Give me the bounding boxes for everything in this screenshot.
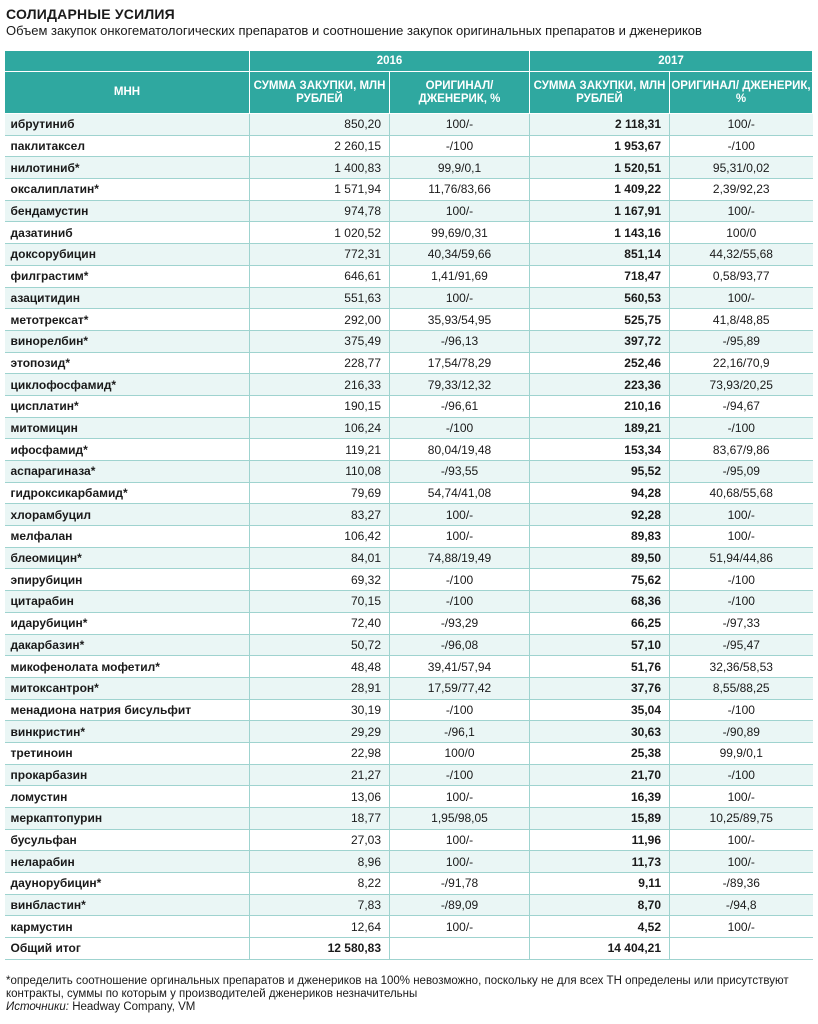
table-row <box>5 179 813 201</box>
table-row <box>5 764 813 786</box>
year-2017-header: 2017 <box>530 51 813 72</box>
table-row <box>5 287 813 309</box>
table-row <box>5 808 813 830</box>
cell-ratio-2016: 80,04/19,48 <box>390 439 530 461</box>
cell-ratio-2016: 100/- <box>390 851 530 873</box>
cell-sum-2016: 30,19 <box>250 699 390 721</box>
cell-ratio-2017: 95,31/0,02 <box>670 157 813 179</box>
cell-ratio-2017: -/100 <box>670 764 813 786</box>
cell-ratio-2017: 8,55/88,25 <box>670 677 813 699</box>
cell-ratio-2016: 100/- <box>390 916 530 938</box>
cell-mnn: аспарагиназа* <box>5 461 250 483</box>
table-row <box>5 200 813 222</box>
cell-ratio-2017: 0,58/93,77 <box>670 265 813 287</box>
cell-sum-2017: 51,76 <box>530 656 670 678</box>
cell-sum-2016: 22,98 <box>250 742 390 764</box>
table-row <box>5 721 813 743</box>
cell-mnn: ломустин <box>5 786 250 808</box>
cell-mnn: меркаптопурин <box>5 808 250 830</box>
cell-ratio-2016: -/96,08 <box>390 634 530 656</box>
cell-sum-2017: 2 118,31 <box>530 114 670 136</box>
cell-sum-2016: 850,20 <box>250 114 390 136</box>
table-row <box>5 461 813 483</box>
total-cell-ratio-2017 <box>670 938 813 960</box>
col-mnn-header: МНН <box>5 72 250 114</box>
page-title: СОЛИДАРНЫЕ УСИЛИЯ <box>6 6 175 22</box>
page-subtitle: Объем закупок онкогематологических препаратов и соотношение закупок оригинальных препаратов и дженериков <box>6 23 702 38</box>
cell-sum-2016: 106,42 <box>250 526 390 548</box>
table-row <box>5 114 813 136</box>
table-body <box>5 114 813 960</box>
cell-sum-2016: 69,32 <box>250 569 390 591</box>
cell-ratio-2016: 100/0 <box>390 742 530 764</box>
cell-sum-2016: 1 400,83 <box>250 157 390 179</box>
cell-ratio-2017: 99,9/0,1 <box>670 742 813 764</box>
cell-ratio-2016: -/100 <box>390 135 530 157</box>
table-row <box>5 417 813 439</box>
cell-ratio-2017: -/95,47 <box>670 634 813 656</box>
cell-ratio-2017: 100/- <box>670 851 813 873</box>
cell-ratio-2017: -/100 <box>670 569 813 591</box>
cell-mnn: азацитидин <box>5 287 250 309</box>
cell-sum-2016: 79,69 <box>250 482 390 504</box>
table-row <box>5 526 813 548</box>
cell-sum-2016: 646,61 <box>250 265 390 287</box>
table-row <box>5 851 813 873</box>
cell-sum-2017: 153,34 <box>530 439 670 461</box>
cell-sum-2017: 560,53 <box>530 287 670 309</box>
table-row <box>5 873 813 895</box>
cell-ratio-2017: 100/- <box>670 526 813 548</box>
cell-sum-2017: 89,50 <box>530 547 670 569</box>
cell-mnn: хлорамбуцил <box>5 504 250 526</box>
cell-ratio-2017: 100/- <box>670 504 813 526</box>
cell-ratio-2016: 17,54/78,29 <box>390 352 530 374</box>
total-cell-sum-2016: 12 580,83 <box>250 938 390 960</box>
cell-ratio-2017: -/95,09 <box>670 461 813 483</box>
cell-sum-2016: 110,08 <box>250 461 390 483</box>
cell-ratio-2017: 32,36/58,53 <box>670 656 813 678</box>
cell-mnn: неларабин <box>5 851 250 873</box>
cell-mnn: метотрексат* <box>5 309 250 331</box>
cell-ratio-2017: -/90,89 <box>670 721 813 743</box>
cell-mnn: бендамустин <box>5 200 250 222</box>
table-row <box>5 309 813 331</box>
cell-sum-2017: 94,28 <box>530 482 670 504</box>
table-row <box>5 330 813 352</box>
cell-sum-2016: 72,40 <box>250 612 390 634</box>
table-row <box>5 656 813 678</box>
cell-ratio-2016: -/96,13 <box>390 330 530 352</box>
source-line <box>6 1001 195 1013</box>
cell-sum-2016: 83,27 <box>250 504 390 526</box>
cell-mnn: циклофосфамид* <box>5 374 250 396</box>
cell-ratio-2017: -/95,89 <box>670 330 813 352</box>
cell-sum-2016: 8,22 <box>250 873 390 895</box>
cell-sum-2016: 8,96 <box>250 851 390 873</box>
total-cell-mnn: Общий итог <box>5 938 250 960</box>
cell-mnn: паклитаксел <box>5 135 250 157</box>
cell-sum-2016: 28,91 <box>250 677 390 699</box>
procurement-table <box>4 50 813 960</box>
cell-sum-2016: 50,72 <box>250 634 390 656</box>
cell-sum-2016: 12,64 <box>250 916 390 938</box>
cell-ratio-2017: -/100 <box>670 591 813 613</box>
cell-sum-2017: 57,10 <box>530 634 670 656</box>
cell-mnn: винбластин* <box>5 894 250 916</box>
cell-sum-2017: 397,72 <box>530 330 670 352</box>
cell-ratio-2016: 39,41/57,94 <box>390 656 530 678</box>
cell-ratio-2016: 79,33/12,32 <box>390 374 530 396</box>
cell-sum-2016: 21,27 <box>250 764 390 786</box>
cell-ratio-2017: -/100 <box>670 699 813 721</box>
header-blank <box>5 51 250 72</box>
cell-ratio-2017: -/94,67 <box>670 395 813 417</box>
cell-sum-2017: 4,52 <box>530 916 670 938</box>
cell-mnn: этопозид* <box>5 352 250 374</box>
table-row <box>5 265 813 287</box>
table-row <box>5 699 813 721</box>
cell-sum-2017: 1 167,91 <box>530 200 670 222</box>
cell-ratio-2016: 100/- <box>390 504 530 526</box>
col-sum-2016-header: СУММА ЗАКУПКИ, МЛН РУБЛЕЙ <box>250 72 390 114</box>
table-row <box>5 894 813 916</box>
cell-mnn: винорелбин* <box>5 330 250 352</box>
cell-sum-2017: 1 520,51 <box>530 157 670 179</box>
cell-sum-2017: 8,70 <box>530 894 670 916</box>
cell-sum-2016: 13,06 <box>250 786 390 808</box>
cell-ratio-2017: 100/- <box>670 786 813 808</box>
cell-ratio-2017: 100/- <box>670 287 813 309</box>
cell-ratio-2016: -/96,1 <box>390 721 530 743</box>
cell-ratio-2016: 1,41/91,69 <box>390 265 530 287</box>
cell-ratio-2016: -/89,09 <box>390 894 530 916</box>
table-row <box>5 135 813 157</box>
cell-sum-2016: 2 260,15 <box>250 135 390 157</box>
cell-mnn: доксорубицин <box>5 244 250 266</box>
cell-sum-2017: 851,14 <box>530 244 670 266</box>
cell-sum-2016: 228,77 <box>250 352 390 374</box>
cell-sum-2017: 25,38 <box>530 742 670 764</box>
cell-mnn: блеомицин* <box>5 547 250 569</box>
cell-ratio-2016: -/91,78 <box>390 873 530 895</box>
cell-ratio-2017: 73,93/20,25 <box>670 374 813 396</box>
table-row <box>5 634 813 656</box>
cell-sum-2017: 11,96 <box>530 829 670 851</box>
cell-sum-2017: 35,04 <box>530 699 670 721</box>
cell-ratio-2017: 41,8/48,85 <box>670 309 813 331</box>
cell-mnn: оксалиплатин* <box>5 179 250 201</box>
cell-ratio-2016: -/93,29 <box>390 612 530 634</box>
cell-mnn: бусульфан <box>5 829 250 851</box>
cell-sum-2017: 1 143,16 <box>530 222 670 244</box>
cell-ratio-2017: 100/0 <box>670 222 813 244</box>
cell-ratio-2017: -/94,8 <box>670 894 813 916</box>
cell-ratio-2016: -/93,55 <box>390 461 530 483</box>
total-row <box>5 938 813 960</box>
cell-ratio-2016: -/100 <box>390 591 530 613</box>
cell-mnn: нилотиниб* <box>5 157 250 179</box>
cell-sum-2017: 75,62 <box>530 569 670 591</box>
cell-mnn: третиноин <box>5 742 250 764</box>
cell-sum-2017: 37,76 <box>530 677 670 699</box>
cell-ratio-2016: 100/- <box>390 200 530 222</box>
cell-mnn: ибрутиниб <box>5 114 250 136</box>
col-ratio-2017-header: ОРИГИНАЛ/ ДЖЕНЕРИК, % <box>670 72 813 114</box>
cell-ratio-2016: 100/- <box>390 526 530 548</box>
cell-ratio-2017: 22,16/70,9 <box>670 352 813 374</box>
cell-mnn: ифосфамид* <box>5 439 250 461</box>
cell-mnn: цисплатин* <box>5 395 250 417</box>
cell-mnn: кармустин <box>5 916 250 938</box>
cell-ratio-2016: 17,59/77,42 <box>390 677 530 699</box>
cell-ratio-2016: 100/- <box>390 829 530 851</box>
cell-sum-2016: 1 020,52 <box>250 222 390 244</box>
table-row <box>5 742 813 764</box>
cell-ratio-2016: -/100 <box>390 569 530 591</box>
source-label: Источники: <box>6 1001 70 1013</box>
table-row <box>5 569 813 591</box>
cell-sum-2016: 7,83 <box>250 894 390 916</box>
total-cell-sum-2017: 14 404,21 <box>530 938 670 960</box>
cell-mnn: прокарбазин <box>5 764 250 786</box>
cell-mnn: гидроксикарбамид* <box>5 482 250 504</box>
cell-ratio-2017: 10,25/89,75 <box>670 808 813 830</box>
cell-sum-2016: 106,24 <box>250 417 390 439</box>
cell-sum-2017: 16,39 <box>530 786 670 808</box>
cell-ratio-2016: 11,76/83,66 <box>390 179 530 201</box>
table-row <box>5 591 813 613</box>
cell-sum-2017: 1 953,67 <box>530 135 670 157</box>
cell-sum-2016: 974,78 <box>250 200 390 222</box>
cell-ratio-2016: -/100 <box>390 764 530 786</box>
cell-sum-2017: 66,25 <box>530 612 670 634</box>
cell-ratio-2016: 100/- <box>390 287 530 309</box>
table-row <box>5 352 813 374</box>
cell-sum-2017: 1 409,22 <box>530 179 670 201</box>
table-row <box>5 916 813 938</box>
cell-ratio-2017: 2,39/92,23 <box>670 179 813 201</box>
cell-sum-2016: 29,29 <box>250 721 390 743</box>
cell-ratio-2017: 100/- <box>670 829 813 851</box>
cell-ratio-2017: 40,68/55,68 <box>670 482 813 504</box>
cell-mnn: винкристин* <box>5 721 250 743</box>
cell-sum-2017: 92,28 <box>530 504 670 526</box>
cell-sum-2016: 84,01 <box>250 547 390 569</box>
cell-mnn: митомицин <box>5 417 250 439</box>
cell-mnn: филграстим* <box>5 265 250 287</box>
table-row <box>5 157 813 179</box>
table-row <box>5 677 813 699</box>
table-row <box>5 547 813 569</box>
cell-sum-2017: 718,47 <box>530 265 670 287</box>
cell-sum-2017: 68,36 <box>530 591 670 613</box>
cell-ratio-2017: -/89,36 <box>670 873 813 895</box>
table-row <box>5 504 813 526</box>
cell-ratio-2017: -/100 <box>670 417 813 439</box>
cell-ratio-2016: 40,34/59,66 <box>390 244 530 266</box>
cell-ratio-2017: 100/- <box>670 916 813 938</box>
cell-ratio-2016: -/100 <box>390 417 530 439</box>
cell-ratio-2016: -/96,61 <box>390 395 530 417</box>
cell-mnn: даунорубицин* <box>5 873 250 895</box>
cell-sum-2017: 21,70 <box>530 764 670 786</box>
cell-ratio-2016: 100/- <box>390 786 530 808</box>
cell-sum-2016: 772,31 <box>250 244 390 266</box>
footnote: *определить соотношение оргинальных препаратов и дженериков на 100% невозможно, поскольку не для всех ТН определены или присутствуют контракты, суммы по которым у производителей дженериков незначительны <box>6 975 789 1000</box>
cell-sum-2017: 252,46 <box>530 352 670 374</box>
cell-ratio-2016: 99,69/0,31 <box>390 222 530 244</box>
cell-ratio-2016: 54,74/41,08 <box>390 482 530 504</box>
cell-sum-2016: 216,33 <box>250 374 390 396</box>
cell-sum-2016: 551,63 <box>250 287 390 309</box>
cell-sum-2016: 70,15 <box>250 591 390 613</box>
cell-sum-2017: 210,16 <box>530 395 670 417</box>
cell-ratio-2017: 51,94/44,86 <box>670 547 813 569</box>
cell-sum-2017: 525,75 <box>530 309 670 331</box>
cell-ratio-2017: 100/- <box>670 114 813 136</box>
cell-sum-2017: 15,89 <box>530 808 670 830</box>
table-row <box>5 786 813 808</box>
cell-ratio-2016: 1,95/98,05 <box>390 808 530 830</box>
cell-ratio-2016: -/100 <box>390 699 530 721</box>
total-cell-ratio-2016 <box>390 938 530 960</box>
cell-mnn: митоксантрон* <box>5 677 250 699</box>
cell-mnn: микофенолата мофетил* <box>5 656 250 678</box>
cell-mnn: идарубицин* <box>5 612 250 634</box>
cell-ratio-2017: 44,32/55,68 <box>670 244 813 266</box>
cell-ratio-2017: 100/- <box>670 200 813 222</box>
cell-ratio-2017: -/100 <box>670 135 813 157</box>
cell-sum-2016: 375,49 <box>250 330 390 352</box>
cell-sum-2017: 223,36 <box>530 374 670 396</box>
col-sum-2017-header: СУММА ЗАКУПКИ, МЛН РУБЛЕЙ <box>530 72 670 114</box>
table-row <box>5 244 813 266</box>
table-row <box>5 395 813 417</box>
table-row <box>5 222 813 244</box>
cell-sum-2017: 9,11 <box>530 873 670 895</box>
cell-ratio-2016: 35,93/54,95 <box>390 309 530 331</box>
cell-sum-2017: 89,83 <box>530 526 670 548</box>
col-ratio-2016-header: ОРИГИНАЛ/ ДЖЕНЕРИК, % <box>390 72 530 114</box>
cell-sum-2016: 27,03 <box>250 829 390 851</box>
cell-sum-2016: 48,48 <box>250 656 390 678</box>
cell-mnn: цитарабин <box>5 591 250 613</box>
cell-sum-2017: 189,21 <box>530 417 670 439</box>
table-row <box>5 439 813 461</box>
table-row <box>5 482 813 504</box>
cell-sum-2017: 30,63 <box>530 721 670 743</box>
cell-sum-2017: 95,52 <box>530 461 670 483</box>
cell-sum-2017: 11,73 <box>530 851 670 873</box>
cell-sum-2016: 190,15 <box>250 395 390 417</box>
cell-ratio-2016: 100/- <box>390 114 530 136</box>
cell-sum-2016: 119,21 <box>250 439 390 461</box>
source-text: Headway Company, VM <box>69 1001 196 1013</box>
cell-ratio-2017: 83,67/9,86 <box>670 439 813 461</box>
cell-ratio-2016: 74,88/19,49 <box>390 547 530 569</box>
cell-mnn: мелфалан <box>5 526 250 548</box>
cell-sum-2016: 18,77 <box>250 808 390 830</box>
cell-mnn: менадиона натрия бисульфит <box>5 699 250 721</box>
year-2016-header: 2016 <box>250 51 530 72</box>
cell-ratio-2017: -/97,33 <box>670 612 813 634</box>
cell-mnn: дакарбазин* <box>5 634 250 656</box>
cell-ratio-2016: 99,9/0,1 <box>390 157 530 179</box>
cell-sum-2016: 1 571,94 <box>250 179 390 201</box>
table-row <box>5 374 813 396</box>
cell-mnn: дазатиниб <box>5 222 250 244</box>
table-row <box>5 829 813 851</box>
cell-mnn: эпирубицин <box>5 569 250 591</box>
cell-sum-2016: 292,00 <box>250 309 390 331</box>
table-row <box>5 612 813 634</box>
